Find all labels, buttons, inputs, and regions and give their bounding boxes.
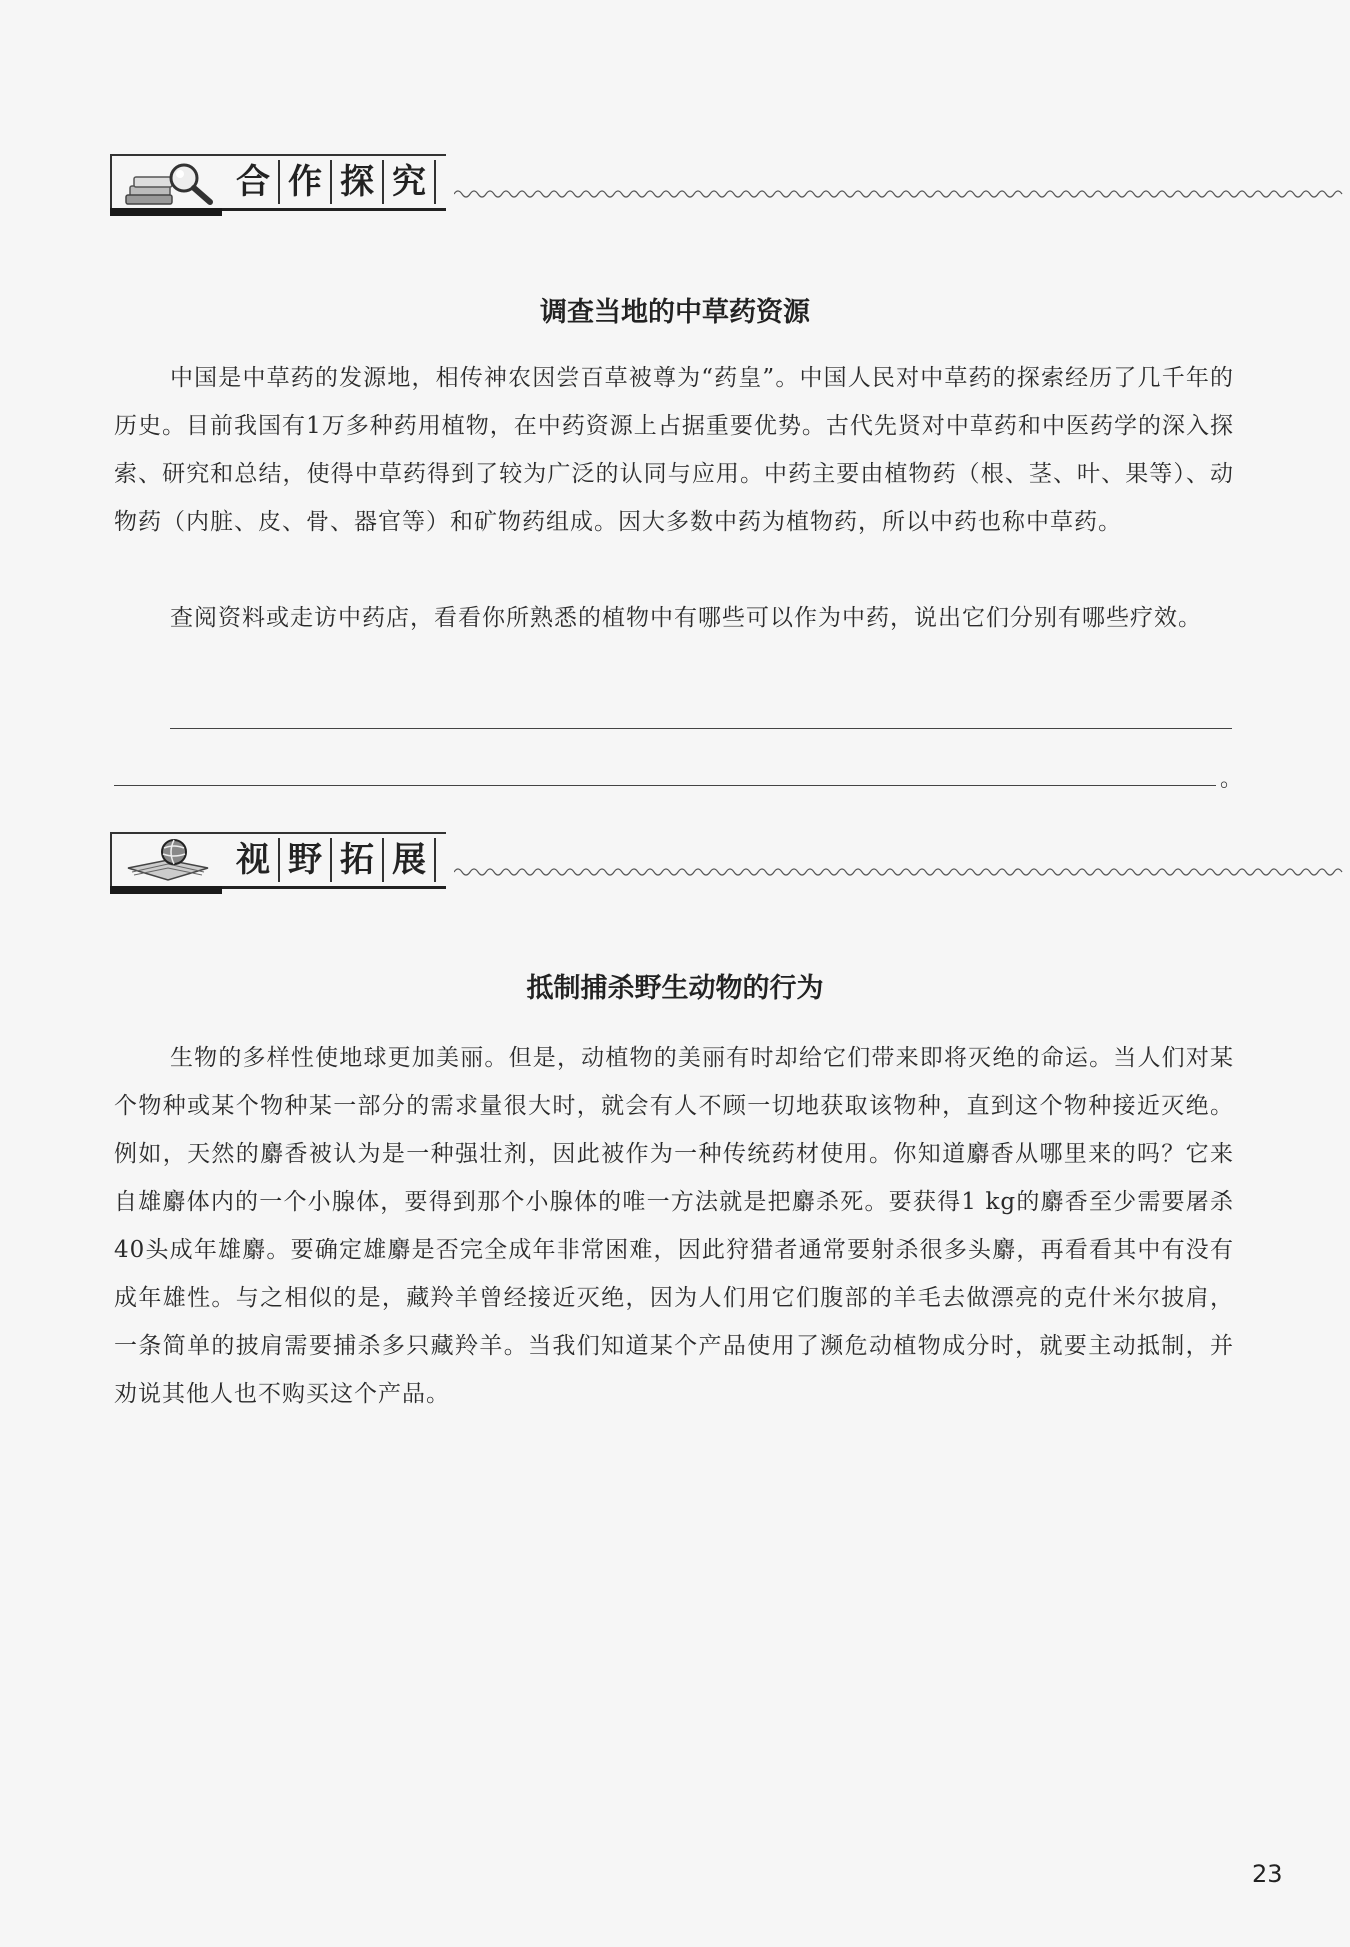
answer-end-period: 。 — [1220, 767, 1243, 792]
section-title-cooperative — [232, 160, 436, 204]
header-char: 合 — [232, 160, 280, 204]
magnifier-books-icon — [124, 160, 216, 206]
article-title-herbs: 调查当地的中草药资源 — [540, 297, 810, 328]
page-number: 23 — [1252, 1860, 1283, 1888]
body-paragraph: 中国是中草药的发源地，相传神农因尝百草被尊为“药皇”。中国人民对中草药的探索经历了几千年的历史。目前我国有1万多种药用植物，在中药资源上占据重要优势。古代先贤对中草药和中医药学的深入探索、研究和总结，使得中草药得到了较为广泛的认同与应用。中药主要由植物药（根、茎、叶、果等）、动物药（内脏、皮、骨、器官等）和矿物药组成。因大多数中药为植物药，所以中药也称中草药。 — [114, 365, 1234, 535]
header-char: 展 — [384, 838, 436, 882]
answer-line[interactable] — [114, 785, 1216, 786]
section-header-extended — [110, 832, 1230, 894]
header-char: 野 — [280, 838, 332, 882]
header-char: 探 — [332, 160, 384, 204]
body-paragraph: 生物的多样性使地球更加美丽。但是，动植物的美丽有时却给它们带来即将灭绝的命运。当人们对某个物种或某个物种某一部分的需求量很大时，就会有人不顾一切地获取该物种，直到这个物种接近灭绝。例如，天然的麝香被认为是一种强壮剂，因此被作为一种传统药材使用。你知道麝香从哪里来的吗？它来自雄麝体内的一个小腺体，要得到那个小腺体的唯一方法就是把麝杀死。要获得1 kg的麝香至少需要屠杀40头成年雄麝。要确定雄麝是否完全成年非常困难，因此狩猎者通常要射杀很多头麝，再看看其中有没有成年雄性。与之相似的是，藏羚羊曾经接近灭绝，因为人们用它们腹部的羊毛去做漂亮的克什米尔披肩，一条简单的披肩需要捕杀多只藏羚羊。当我们知道某个产品使用了濒危动植物成分时，就要主动抵制，并劝说其他人也不购买这个产品。 — [114, 1045, 1234, 1407]
header-underline-accent — [110, 886, 222, 894]
section-header-cooperative — [110, 154, 1230, 216]
answer-line[interactable] — [170, 728, 1232, 729]
body-paragraph: 查阅资料或走访中药店，看看你所熟悉的植物中有哪些可以作为中药，说出它们分别有哪些疗效。 — [170, 605, 1202, 631]
article-title-wildlife: 抵制捕杀野生动物的行为 — [526, 973, 824, 1004]
header-underline-accent — [110, 208, 222, 216]
wavy-divider — [454, 188, 1346, 200]
section-title-extended — [232, 838, 436, 882]
header-char: 拓 — [332, 838, 384, 882]
header-char: 作 — [280, 160, 332, 204]
wavy-divider — [454, 866, 1346, 878]
header-char: 究 — [384, 160, 436, 204]
globe-book-icon — [124, 838, 216, 884]
header-char: 视 — [232, 838, 280, 882]
